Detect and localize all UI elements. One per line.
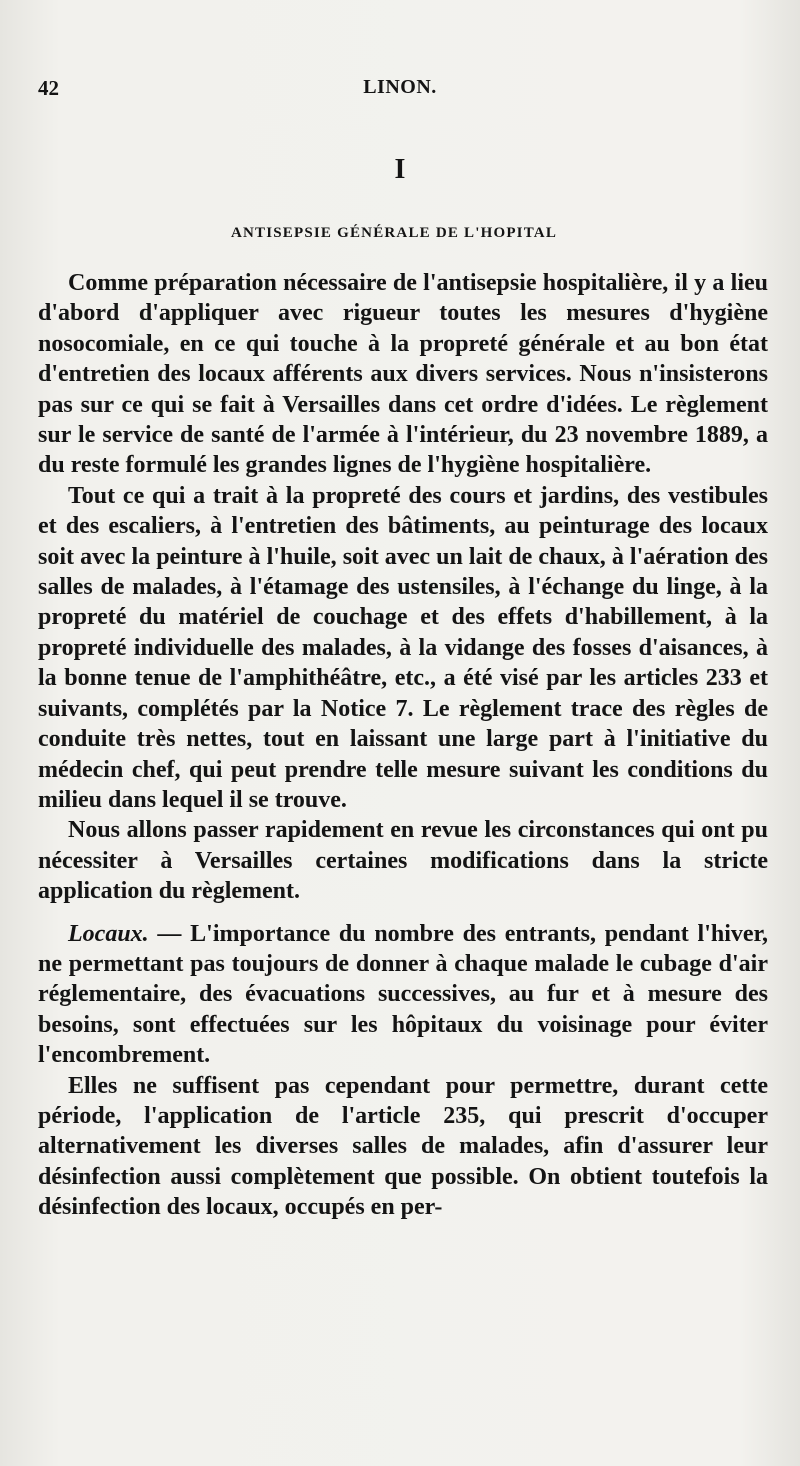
paragraph-4 bbox=[38, 919, 768, 1071]
section-title: ANTISEPSIE GÉNÉRALE DE L'HOPITAL bbox=[230, 225, 558, 241]
paragraph-1: Comme préparation nécessaire de l'antisepsie hospitalière, il y a lieu d'abord d'appliquer avec rigueur toutes les mesures d'hygiène nosocomiale, en ce qui touche à la propreté générale et au bon état d'entretien des locaux afférents aux divers services. Nous n'insisterons pas sur ce qui se fait à Versailles dans cet ordre d'idées. Le règlement sur le service de santé de l'armée à l'intérieur, du 23 novembre 1889, a du reste formulé les grandes lignes de l'hygiène hospitalière. bbox=[38, 270, 768, 479]
section-numeral: I bbox=[394, 154, 406, 185]
paragraph-4-lead: Locaux. bbox=[68, 920, 149, 947]
page-number: 42 bbox=[38, 76, 59, 100]
paragraph-3: Nous allons passer rapidement en revue les circonstances qui ont pu nécessiter à Versailles certaines modifications dans la stricte application du règlement. bbox=[38, 817, 768, 905]
body-text bbox=[38, 268, 768, 1223]
paragraph-2: Tout ce qui a trait à la propreté des cours et jardins, des vestibules et des escaliers, à l'entretien des bâtiments, au peinturage des locaux soit avec la peinture à l'huile, soit avec un lait de chaux, à l'aération des salles de malades, à l'étamage des ustensiles, à l'échange du linge, à la propreté du matériel de couchage et des effets d'habillement, à la propreté individuelle des malades, à la vidange des fosses d'aisances, à la bonne tenue de l'amphithéâtre, etc., a été visé par les articles 233 et suivants, complétés par la Notice 7. Le règlement trace des règles de conduite très nettes, tout en laissant une large part à l'initiative du médecin chef, qui peut prendre telle mesure suivant les conditions du milieu dans lequel il se trouve. bbox=[38, 482, 768, 813]
paragraph-4-text: — L'importance du nombre des entrants, pendant l'hiver, ne permettant pas toujours de donner à chaque malade le cubage d'air réglementaire, des évacuations successives, au fur et à mesure des besoins, sont effectuées sur les hôpitaux du voisinage pour éviter l'encombrement. bbox=[38, 920, 768, 1069]
paragraph-5: Elles ne suffisent pas cependant pour permettre, durant cette période, l'application de l'article 235, qui prescrit d'occuper alternativement les diverses salles de malades, afin d'assurer leur désinfection aussi complètement que possible. On obtient toutefois la désinfection des locaux, occupés en per- bbox=[38, 1072, 768, 1221]
running-title: LINON. bbox=[363, 76, 437, 98]
page-header bbox=[38, 76, 762, 102]
